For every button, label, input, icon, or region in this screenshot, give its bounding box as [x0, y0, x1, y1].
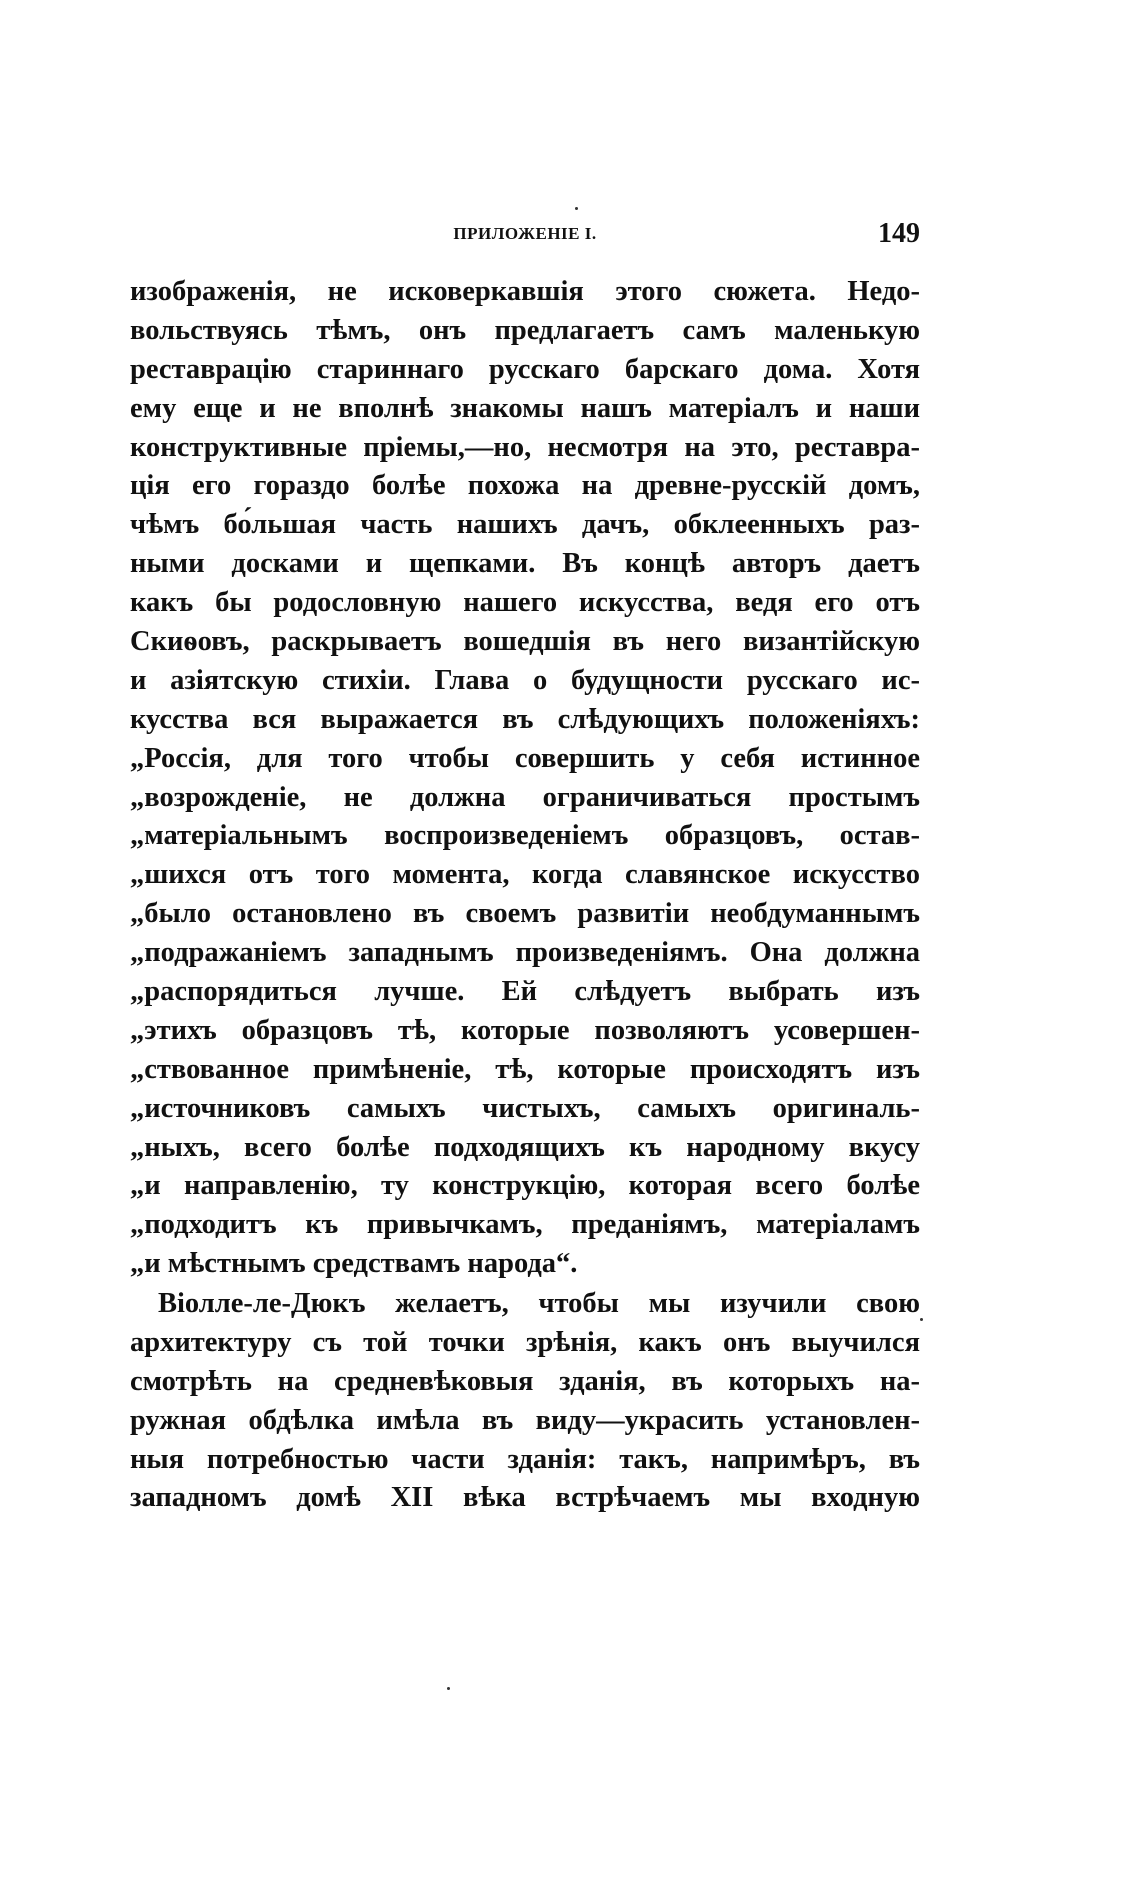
text-line: конструктивные пріемы,—но, несмотря на это, реставра-	[130, 431, 920, 463]
page-number: 149	[878, 218, 920, 249]
text-line: ему еще и не вполнѣ знакомы нашъ матеріалъ и наши	[130, 392, 920, 424]
text-line: „было остановлено въ своемъ развитіи необдуманнымъ	[130, 898, 920, 930]
text-line: „и направленію, ту конструкцію, которая всего болѣе	[130, 1170, 920, 1202]
text-line: „ствованное примѣненіе, тѣ, которые происходятъ изъ	[130, 1053, 920, 1085]
text-line: „Россія, для того чтобы совершить у себя истинное	[130, 742, 920, 774]
text-line: смотрѣть на средневѣковыя зданія, въ которыхъ на-	[130, 1365, 920, 1397]
text-line: „распорядиться лучше. Ей слѣдуетъ выбрать изъ	[130, 976, 920, 1008]
text-line: кусства вся выражается въ слѣдующихъ положеніяхъ:	[130, 703, 920, 735]
paragraph-2	[130, 1285, 920, 1518]
text-line: вольствуясь тѣмъ, онъ предлагаетъ самъ маленькую	[130, 314, 920, 346]
text-line: „ныхъ, всего болѣе подходящихъ къ народному вкусу	[130, 1131, 920, 1163]
text-line: ными досками и щепками. Въ концѣ авторъ даетъ	[130, 548, 920, 580]
text-line: „подходитъ къ привычкамъ, преданіямъ, матеріаламъ	[130, 1209, 920, 1241]
text-line: ція его гораздо болѣе похожа на древне-русскій домъ,	[130, 470, 920, 502]
text-line: реставрацію стариннаго русскаго барскаго дома. Хотя	[130, 353, 920, 385]
text-line: „этихъ образцовъ тѣ, которые позволяютъ усовершен-	[130, 1014, 920, 1046]
text-line: Скиѳовъ, раскрываетъ вошедшія въ него византійскую	[130, 626, 920, 658]
text-line: „возрожденіе, не должна ограничиваться простымъ	[130, 781, 920, 813]
text-line: ружная обдѣлка имѣла въ виду—украсить установлен-	[130, 1404, 920, 1436]
text-line: „шихся отъ того момента, когда славянское искусство	[130, 859, 920, 891]
text-line: „и мѣстнымъ средствамъ народа“.	[130, 1248, 578, 1280]
text-line: архитектуру съ той точки зрѣнія, какъ онъ выучился	[130, 1326, 920, 1358]
text-line: Віолле-ле-Дюкъ желаетъ, чтобы мы изучили свою	[158, 1288, 920, 1319]
text-line: западномъ домѣ XII вѣка встрѣчаемъ мы входную	[130, 1482, 920, 1514]
paragraph-1	[130, 273, 920, 1284]
text-line: „источниковъ самыхъ чистыхъ, самыхъ оригиналь-	[130, 1092, 920, 1124]
page-speck	[575, 207, 578, 210]
section-title: ПРИЛОЖЕНІЕ I.	[453, 224, 597, 243]
text-line: ныя потребностью части зданія: такъ, напримѣръ, въ	[130, 1443, 920, 1475]
text-line: изображенія, не исковеркавшія этого сюжета. Недо-	[130, 276, 920, 307]
text-line: и азіятскую стихіи. Глава о будущности русскаго ис-	[130, 664, 920, 696]
page-speck	[920, 1318, 923, 1321]
text-line: „матеріальнымъ воспроизведеніемъ образцовъ, остав-	[130, 820, 920, 852]
running-header	[130, 218, 920, 254]
text-line: „подражаніемъ западнымъ произведеніямъ. Она должна	[130, 937, 920, 969]
text-line: какъ бы родословную нашего искусства, ведя его отъ	[130, 587, 920, 619]
text-line: чѣмъ бо́льшая часть нашихъ дачъ, обклеенныхъ раз-	[130, 509, 920, 541]
page-speck	[447, 1687, 450, 1690]
